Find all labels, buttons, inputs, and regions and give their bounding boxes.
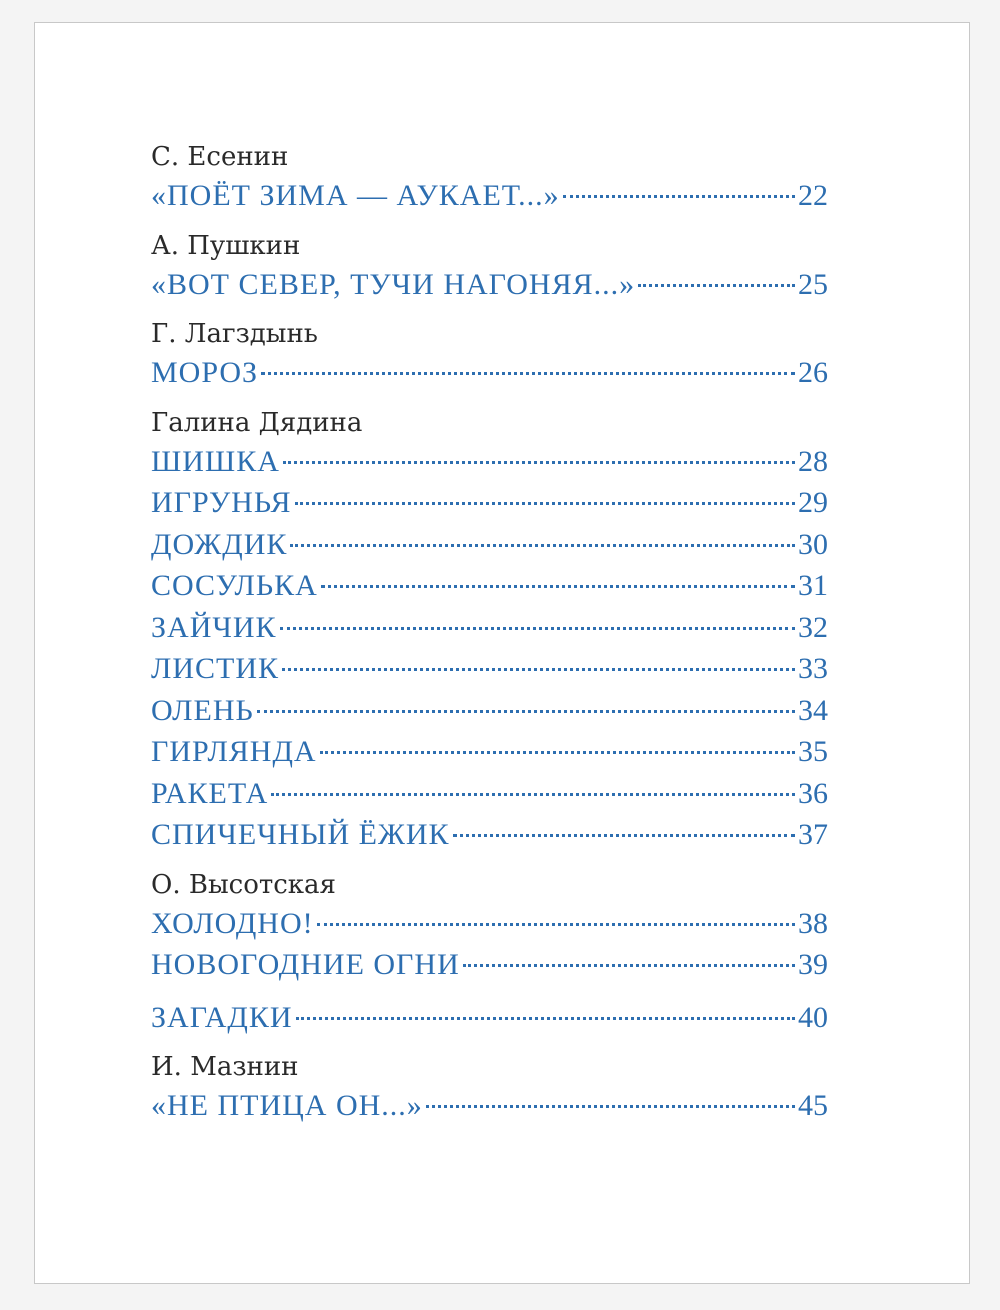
- dot-leader: [271, 793, 795, 796]
- entry-page: 29: [798, 486, 828, 519]
- dot-leader: [317, 923, 795, 926]
- entry-title: ГИРЛЯНДА: [151, 735, 317, 768]
- entry-title: СПИЧЕЧНЫЙ ЁЖИК: [151, 818, 450, 851]
- dot-leader: [257, 710, 795, 713]
- entry-title: СОСУЛЬКА: [151, 569, 318, 602]
- entry-page: 39: [798, 948, 828, 981]
- toc-entry[interactable]: [151, 264, 828, 306]
- entry-title: ОЛЕНЬ: [151, 693, 254, 727]
- dot-leader: [295, 502, 796, 505]
- entry-page: 40: [798, 1000, 828, 1034]
- toc-entry[interactable]: [151, 482, 828, 524]
- toc-entry[interactable]: [151, 944, 828, 986]
- entry-title: ЗАЙЧИК: [151, 610, 277, 644]
- entry-page: 31: [798, 569, 828, 602]
- entry-title: ШИШКА: [151, 444, 280, 478]
- book-page: [34, 22, 970, 1284]
- toc-group-dyadina: [151, 405, 828, 856]
- author-name: О. Высотская: [151, 869, 336, 900]
- dot-leader: [290, 544, 795, 547]
- entry-title: ИГРУНЬЯ: [151, 486, 292, 519]
- toc-entry[interactable]: [151, 731, 828, 773]
- table-of-contents: [151, 139, 828, 1138]
- toc-entry[interactable]: [151, 997, 828, 1039]
- toc-group-esenin: [151, 139, 828, 217]
- toc-group-vysotskaya: [151, 867, 828, 986]
- entry-title: «ПОЁТ ЗИМА — АУКАЕТ...»: [151, 179, 560, 212]
- toc-entry[interactable]: [151, 175, 828, 217]
- entry-page: 37: [798, 818, 828, 851]
- toc-entry[interactable]: [151, 648, 828, 690]
- entry-title: ЗАГАДКИ: [151, 1000, 293, 1034]
- entry-title: «ВОТ СЕВЕР, ТУЧИ НАГОНЯЯ...»: [151, 267, 636, 301]
- toc-entry[interactable]: [151, 565, 828, 607]
- author-name: Г. Лагздынь: [151, 319, 318, 349]
- entry-page: 26: [798, 356, 828, 389]
- entry-title: РАКЕТА: [151, 776, 269, 810]
- entry-title: ХОЛОДНО!: [151, 906, 314, 940]
- entry-title: НОВОГОДНИЕ ОГНИ: [151, 948, 460, 981]
- toc-entry[interactable]: [151, 607, 828, 649]
- entry-page: 45: [798, 1089, 828, 1122]
- toc-entry[interactable]: [151, 524, 828, 566]
- dot-leader: [563, 195, 795, 198]
- toc-entry[interactable]: [151, 773, 828, 815]
- dot-leader: [261, 372, 795, 375]
- toc-group-pushkin: [151, 228, 828, 306]
- entry-page: 38: [798, 906, 828, 940]
- entry-page: 22: [798, 179, 828, 212]
- dot-leader: [638, 284, 795, 287]
- dot-leader: [296, 1017, 795, 1020]
- toc-entry[interactable]: [151, 441, 828, 483]
- entry-page: 33: [798, 652, 828, 685]
- entry-title: ЛИСТИК: [151, 652, 280, 685]
- dot-leader: [283, 461, 795, 464]
- entry-title: ДОЖДИК: [151, 527, 288, 561]
- entry-page: 25: [798, 267, 828, 301]
- author-name: Галина Дядина: [151, 407, 363, 438]
- author-name: А. Пушкин: [151, 230, 301, 261]
- entry-page: 36: [798, 776, 828, 810]
- entry-page: 32: [798, 610, 828, 644]
- toc-group-maznin: [151, 1049, 828, 1127]
- dot-leader: [453, 834, 795, 837]
- dot-leader: [463, 964, 795, 967]
- entry-title: «НЕ ПТИЦА ОН...»: [151, 1089, 423, 1122]
- toc-entry[interactable]: [151, 1085, 828, 1127]
- toc-entry[interactable]: [151, 814, 828, 856]
- toc-entry[interactable]: [151, 690, 828, 732]
- toc-group-riddles: [151, 997, 828, 1039]
- dot-leader: [426, 1105, 795, 1108]
- entry-page: 34: [798, 693, 828, 727]
- author-name: И. Мазнин: [151, 1052, 299, 1082]
- entry-page: 35: [798, 735, 828, 768]
- toc-group-lagzdyn: [151, 316, 828, 394]
- author-name: С. Есенин: [151, 142, 289, 172]
- dot-leader: [282, 668, 795, 671]
- toc-entry[interactable]: [151, 903, 828, 945]
- entry-title: МОРОЗ: [151, 356, 259, 389]
- dot-leader: [321, 585, 795, 588]
- toc-entry[interactable]: [151, 352, 828, 394]
- dot-leader: [320, 751, 795, 754]
- entry-page: 30: [798, 527, 828, 561]
- entry-page: 28: [798, 444, 828, 478]
- dot-leader: [280, 627, 795, 630]
